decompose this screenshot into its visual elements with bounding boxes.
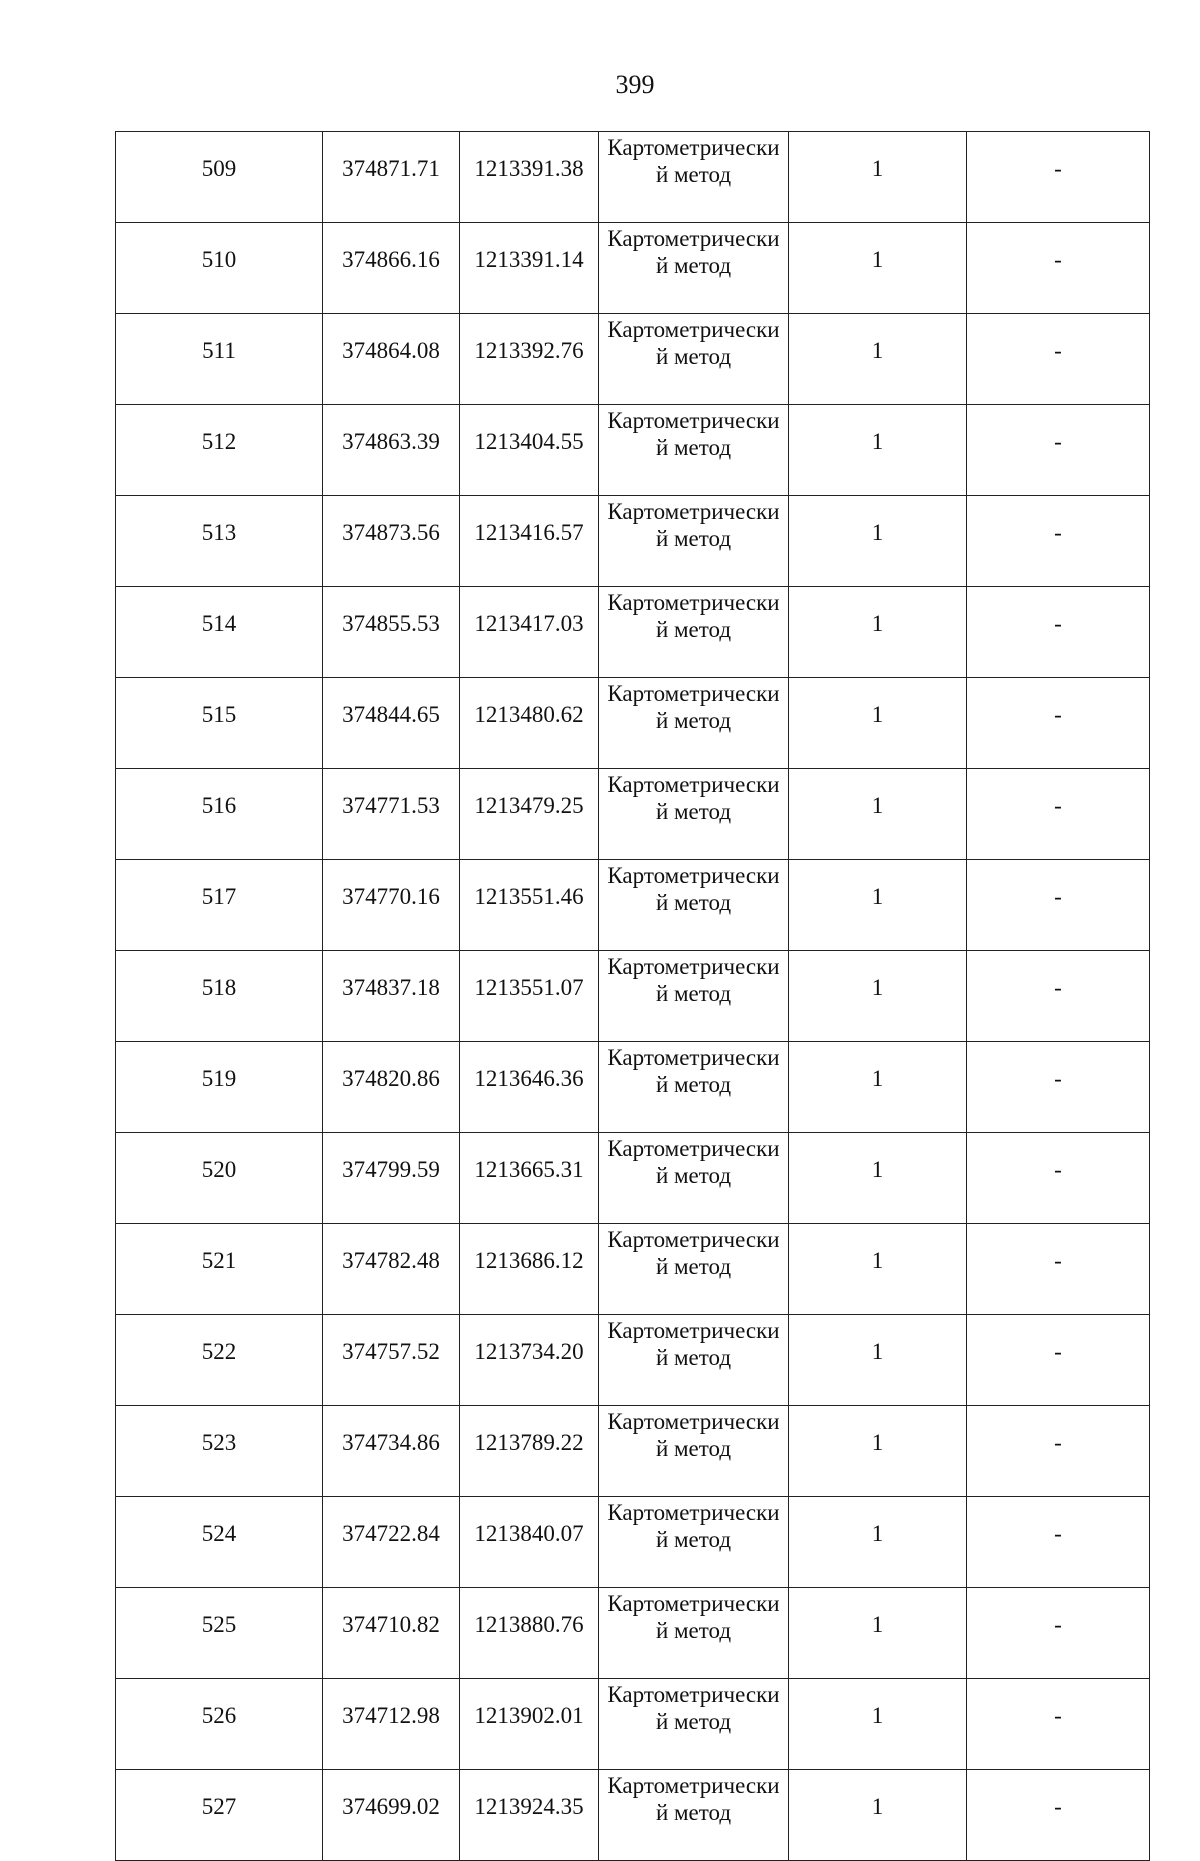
- y-coordinate-cell: 1213686.12: [460, 1224, 599, 1315]
- method-cell: [599, 1133, 789, 1224]
- table-row: [116, 1588, 1150, 1679]
- method-text-line1: Картометрически: [607, 1773, 780, 1798]
- method-text-line2: й метод: [655, 162, 732, 187]
- x-coordinate-cell: 374864.08: [323, 314, 460, 405]
- method-text-line2: й метод: [655, 617, 732, 642]
- accuracy-cell: 1: [789, 496, 967, 587]
- point-number-cell: 509: [116, 132, 323, 223]
- x-coordinate-cell: 374710.82: [323, 1588, 460, 1679]
- coordinates-table: [115, 131, 1150, 1861]
- method-text-line2: й метод: [655, 890, 732, 915]
- table-row: [116, 496, 1150, 587]
- x-coordinate-cell: 374757.52: [323, 1315, 460, 1406]
- method-text-line1: Картометрически: [607, 1045, 780, 1070]
- table-row: [116, 1315, 1150, 1406]
- method-text-line2: й метод: [655, 1163, 732, 1188]
- note-cell: -: [967, 1042, 1150, 1133]
- note-cell: -: [967, 1406, 1150, 1497]
- method-cell: [599, 678, 789, 769]
- method-text-line1: Картометрически: [607, 226, 780, 251]
- point-number-cell: 514: [116, 587, 323, 678]
- x-coordinate-cell: 374871.71: [323, 132, 460, 223]
- point-number-cell: 527: [116, 1770, 323, 1861]
- accuracy-cell: 1: [789, 405, 967, 496]
- method-text-line2: й метод: [655, 344, 732, 369]
- y-coordinate-cell: 1213480.62: [460, 678, 599, 769]
- method-cell: [599, 314, 789, 405]
- method-cell: [599, 1679, 789, 1770]
- table-row: [116, 1406, 1150, 1497]
- point-number-cell: 526: [116, 1679, 323, 1770]
- point-number-cell: 519: [116, 1042, 323, 1133]
- table-row: [116, 678, 1150, 769]
- table-row: [116, 1770, 1150, 1861]
- accuracy-cell: 1: [789, 951, 967, 1042]
- x-coordinate-cell: 374837.18: [323, 951, 460, 1042]
- point-number-cell: 522: [116, 1315, 323, 1406]
- method-cell: [599, 769, 789, 860]
- y-coordinate-cell: 1213551.07: [460, 951, 599, 1042]
- accuracy-cell: 1: [789, 1406, 967, 1497]
- method-text-line1: Картометрически: [607, 590, 780, 615]
- method-cell: [599, 132, 789, 223]
- method-text-line2: й метод: [655, 981, 732, 1006]
- method-text-line1: Картометрически: [607, 954, 780, 979]
- note-cell: -: [967, 132, 1150, 223]
- point-number-cell: 511: [116, 314, 323, 405]
- x-coordinate-cell: 374866.16: [323, 223, 460, 314]
- y-coordinate-cell: 1213789.22: [460, 1406, 599, 1497]
- note-cell: -: [967, 496, 1150, 587]
- accuracy-cell: 1: [789, 1224, 967, 1315]
- method-cell: [599, 1315, 789, 1406]
- method-text-line1: Картометрически: [607, 135, 780, 160]
- method-cell: [599, 587, 789, 678]
- method-cell: [599, 1770, 789, 1861]
- accuracy-cell: 1: [789, 1042, 967, 1133]
- table-row: [116, 132, 1150, 223]
- method-text-line2: й метод: [655, 1618, 732, 1643]
- x-coordinate-cell: 374782.48: [323, 1224, 460, 1315]
- method-cell: [599, 860, 789, 951]
- x-coordinate-cell: 374873.56: [323, 496, 460, 587]
- note-cell: -: [967, 951, 1150, 1042]
- table-row: [116, 860, 1150, 951]
- y-coordinate-cell: 1213665.31: [460, 1133, 599, 1224]
- x-coordinate-cell: 374844.65: [323, 678, 460, 769]
- table-row: [116, 1133, 1150, 1224]
- note-cell: -: [967, 1770, 1150, 1861]
- note-cell: -: [967, 1588, 1150, 1679]
- accuracy-cell: 1: [789, 223, 967, 314]
- note-cell: -: [967, 405, 1150, 496]
- table-row: [116, 769, 1150, 860]
- table-row: [116, 314, 1150, 405]
- method-text-line1: Картометрически: [607, 1500, 780, 1525]
- accuracy-cell: 1: [789, 860, 967, 951]
- method-text-line2: й метод: [655, 1800, 732, 1825]
- point-number-cell: 512: [116, 405, 323, 496]
- method-text-line1: Картометрически: [607, 1591, 780, 1616]
- method-text-line1: Картометрически: [607, 681, 780, 706]
- method-cell: [599, 405, 789, 496]
- note-cell: -: [967, 860, 1150, 951]
- accuracy-cell: 1: [789, 1588, 967, 1679]
- table-row: [116, 223, 1150, 314]
- method-text-line1: Картометрически: [607, 1227, 780, 1252]
- method-text-line2: й метод: [655, 1254, 732, 1279]
- accuracy-cell: 1: [789, 678, 967, 769]
- accuracy-cell: 1: [789, 1133, 967, 1224]
- x-coordinate-cell: 374770.16: [323, 860, 460, 951]
- table-row: [116, 1497, 1150, 1588]
- x-coordinate-cell: 374712.98: [323, 1679, 460, 1770]
- method-cell: [599, 951, 789, 1042]
- point-number-cell: 517: [116, 860, 323, 951]
- point-number-cell: 510: [116, 223, 323, 314]
- y-coordinate-cell: 1213880.76: [460, 1588, 599, 1679]
- method-text-line2: й метод: [655, 1527, 732, 1552]
- method-text-line1: Картометрически: [607, 1682, 780, 1707]
- page-number: 399: [615, 70, 655, 99]
- point-number-cell: 521: [116, 1224, 323, 1315]
- point-number-cell: 520: [116, 1133, 323, 1224]
- method-text-line1: Картометрически: [607, 499, 780, 524]
- method-text-line1: Картометрически: [607, 408, 780, 433]
- note-cell: -: [967, 678, 1150, 769]
- point-number-cell: 524: [116, 1497, 323, 1588]
- accuracy-cell: 1: [789, 1679, 967, 1770]
- method-text-line2: й метод: [655, 1345, 732, 1370]
- x-coordinate-cell: 374820.86: [323, 1042, 460, 1133]
- y-coordinate-cell: 1213392.76: [460, 314, 599, 405]
- x-coordinate-cell: 374855.53: [323, 587, 460, 678]
- y-coordinate-cell: 1213417.03: [460, 587, 599, 678]
- y-coordinate-cell: 1213391.14: [460, 223, 599, 314]
- y-coordinate-cell: 1213479.25: [460, 769, 599, 860]
- method-text-line2: й метод: [655, 1709, 732, 1734]
- point-number-cell: 525: [116, 1588, 323, 1679]
- accuracy-cell: 1: [789, 314, 967, 405]
- y-coordinate-cell: 1213734.20: [460, 1315, 599, 1406]
- coordinates-table-body: [116, 132, 1150, 1861]
- method-cell: [599, 1497, 789, 1588]
- method-text-line1: Картометрически: [607, 863, 780, 888]
- method-text-line2: й метод: [655, 799, 732, 824]
- accuracy-cell: 1: [789, 587, 967, 678]
- y-coordinate-cell: 1213646.36: [460, 1042, 599, 1133]
- note-cell: -: [967, 587, 1150, 678]
- x-coordinate-cell: 374863.39: [323, 405, 460, 496]
- method-cell: [599, 1224, 789, 1315]
- x-coordinate-cell: 374699.02: [323, 1770, 460, 1861]
- method-text-line2: й метод: [655, 435, 732, 460]
- y-coordinate-cell: 1213840.07: [460, 1497, 599, 1588]
- method-text-line2: й метод: [655, 1072, 732, 1097]
- method-text-line2: й метод: [655, 708, 732, 733]
- y-coordinate-cell: 1213902.01: [460, 1679, 599, 1770]
- table-row: [116, 951, 1150, 1042]
- note-cell: -: [967, 1679, 1150, 1770]
- table-row: [116, 1679, 1150, 1770]
- note-cell: -: [967, 223, 1150, 314]
- method-text-line2: й метод: [655, 526, 732, 551]
- method-text-line2: й метод: [655, 253, 732, 278]
- note-cell: -: [967, 769, 1150, 860]
- table-row: [116, 587, 1150, 678]
- table-row: [116, 1224, 1150, 1315]
- table-row: [116, 1042, 1150, 1133]
- point-number-cell: 513: [116, 496, 323, 587]
- x-coordinate-cell: 374799.59: [323, 1133, 460, 1224]
- accuracy-cell: 1: [789, 132, 967, 223]
- x-coordinate-cell: 374734.86: [323, 1406, 460, 1497]
- method-text-line1: Картометрически: [607, 1318, 780, 1343]
- accuracy-cell: 1: [789, 769, 967, 860]
- point-number-cell: 518: [116, 951, 323, 1042]
- note-cell: -: [967, 1497, 1150, 1588]
- note-cell: -: [967, 314, 1150, 405]
- point-number-cell: 515: [116, 678, 323, 769]
- y-coordinate-cell: 1213924.35: [460, 1770, 599, 1861]
- accuracy-cell: 1: [789, 1315, 967, 1406]
- accuracy-cell: 1: [789, 1770, 967, 1861]
- y-coordinate-cell: 1213404.55: [460, 405, 599, 496]
- method-text-line1: Картометрически: [607, 317, 780, 342]
- method-cell: [599, 223, 789, 314]
- y-coordinate-cell: 1213391.38: [460, 132, 599, 223]
- note-cell: -: [967, 1224, 1150, 1315]
- x-coordinate-cell: 374771.53: [323, 769, 460, 860]
- method-cell: [599, 1588, 789, 1679]
- method-cell: [599, 496, 789, 587]
- note-cell: -: [967, 1133, 1150, 1224]
- y-coordinate-cell: 1213551.46: [460, 860, 599, 951]
- point-number-cell: 523: [116, 1406, 323, 1497]
- method-text-line1: Картометрически: [607, 1409, 780, 1434]
- method-text-line1: Картометрически: [607, 1136, 780, 1161]
- table-row: [116, 405, 1150, 496]
- point-number-cell: 516: [116, 769, 323, 860]
- note-cell: -: [967, 1315, 1150, 1406]
- method-cell: [599, 1042, 789, 1133]
- method-text-line2: й метод: [655, 1436, 732, 1461]
- y-coordinate-cell: 1213416.57: [460, 496, 599, 587]
- accuracy-cell: 1: [789, 1497, 967, 1588]
- method-cell: [599, 1406, 789, 1497]
- x-coordinate-cell: 374722.84: [323, 1497, 460, 1588]
- method-text-line1: Картометрически: [607, 772, 780, 797]
